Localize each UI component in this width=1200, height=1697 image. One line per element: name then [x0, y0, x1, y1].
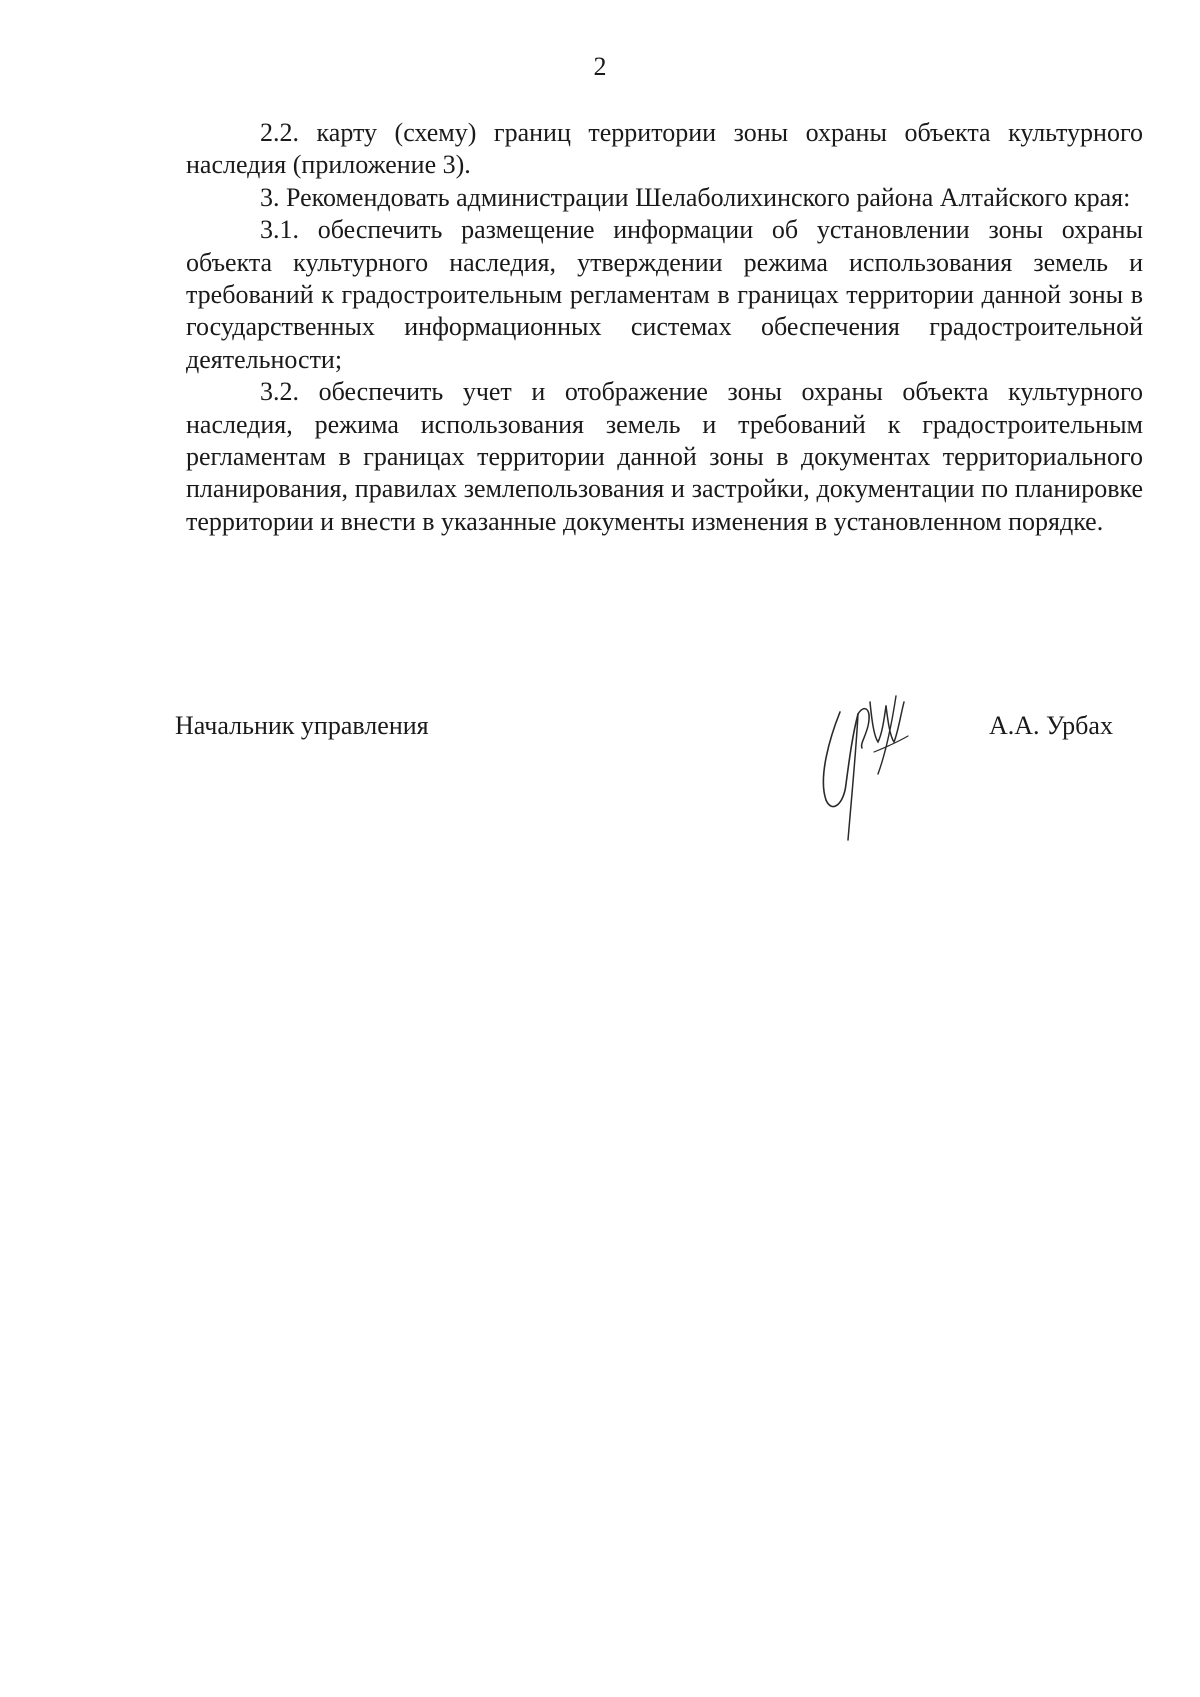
- signature-block: [0, 700, 1200, 850]
- signatory-name: А.А. Урбах: [989, 711, 1113, 740]
- paragraph-2-2: 2.2. карту (схему) границ территории зоны охраны объекта культурного наследия (приложение 3).: [186, 118, 1143, 180]
- document-body: [186, 117, 1143, 538]
- paragraph-3-2: 3.2. обеспечить учет и отображение зоны охраны объекта культурного наследия, режима использования земель и требований к градостроительным регламентам в границах территории данной зоны в документах территориального планирования, правилах землепользования и застройки, документации по планировке территории и внести в указанные документы изменения в установленном порядке.: [186, 377, 1143, 536]
- handwritten-signature: [812, 692, 922, 842]
- signatory-position: Начальник управления: [175, 711, 429, 740]
- paragraph-3: 3. Рекомендовать администрации Шелаболихинского района Алтайского края:: [260, 182, 1131, 212]
- page-number: 2: [593, 52, 607, 81]
- paragraph-3-1: 3.1. обеспечить размещение информации об установлении зоны охраны объекта культурного наследия, утверждении режима использования земель и требований к градостроительным регламентам в границах территории данной зоны в государственных информационных системах обеспечения градостроительной деятельности;: [186, 215, 1143, 374]
